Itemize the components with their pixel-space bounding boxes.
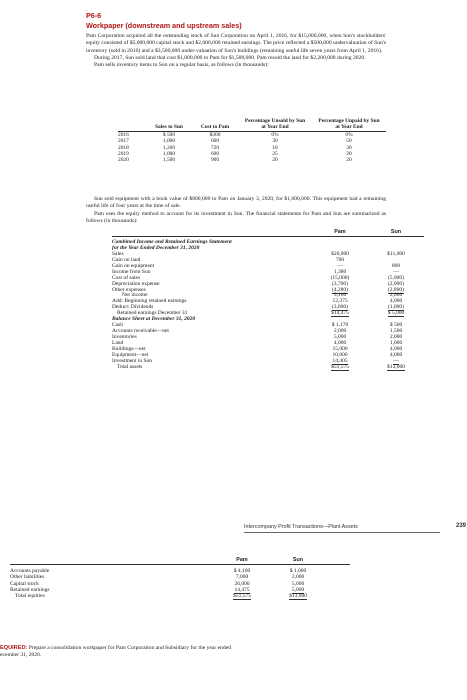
bottom-row-label: Other liabilities	[10, 574, 45, 581]
required-statement	[0, 645, 231, 660]
fin-row-label: Other expenses	[112, 286, 146, 293]
sales-cell: 2018	[118, 144, 129, 151]
sales-cell: 2019	[118, 150, 129, 157]
sales-cell: $ 500	[162, 132, 176, 138]
sales-cell: 1,000	[162, 138, 176, 145]
sales-row	[118, 157, 386, 163]
fin-row-label: Equipment—net	[112, 351, 149, 358]
sales-cell: 600	[210, 138, 220, 145]
fin-value-sun: $ 5,000	[387, 310, 405, 317]
page-number: 239	[455, 523, 466, 529]
sales-cell: 2016	[118, 132, 129, 138]
fin-header-row	[112, 228, 424, 237]
problem-title: Workpaper (downstream and upstream sales)	[86, 21, 242, 30]
fin-value-sun: $13,000	[387, 363, 405, 370]
bottom-row-label: Total equities	[15, 593, 45, 600]
fin-value-pam: (15,000)	[330, 274, 350, 281]
fin-value-sun: —	[393, 357, 399, 364]
bottom-value-pam: 26,000	[234, 580, 250, 587]
fin-row-label: Net income	[122, 292, 148, 299]
fin-value-sun: 2,000	[389, 292, 403, 299]
intro-paragraph-1: Pam Corporation acquired all the outstanding stock of Sun Corporation on April 1, 2016, for $15,000,000, when Sun's stockholders' equity consisted of $5,000,000 capital stock and $2,000,000 retained earnings. The price reflected a $500,000 undervaluation of Sun's inventory (sold in 2016) and a $3,500,000 under-valuation of Sun's buildings (remaining useful life seven years from April 1, 2016).	[86, 33, 386, 54]
bottom-value-pam: 7,000	[235, 574, 249, 581]
fin-value-sun: (5,000)	[387, 274, 405, 281]
intro-paragraph-3: Pam sells inventory items to Sun on a regular basis, as follows (in thousands):	[94, 62, 269, 69]
bottom-value-pam: 14,475	[234, 586, 250, 593]
middle-text	[86, 196, 386, 225]
bottom-value-sun: 5,000	[291, 586, 305, 593]
fin-row-label: Cost of sales	[112, 274, 141, 281]
fin-value-pam: 700	[335, 256, 345, 263]
fin-row-label: Income from Sun	[112, 268, 151, 275]
bottom-row-label: Retained earnings	[10, 586, 50, 593]
fin-row	[112, 364, 424, 370]
bottom-value-pam: $ 4,100	[233, 568, 251, 574]
fin-value-sun: —	[393, 268, 399, 275]
sales-header-cost: Cost to Pam	[192, 118, 238, 132]
fin-row-label: Inventories	[112, 334, 137, 340]
fin-value-pam: 5,100	[333, 292, 347, 299]
sales-cell: 1,000	[162, 150, 176, 157]
sales-cell: 1,500	[162, 157, 176, 164]
sales-cell: 30	[272, 138, 278, 145]
fin-row-label: Buildings—net	[112, 345, 146, 352]
fin-value-sun: 4,000	[389, 298, 403, 305]
fin-value-sun: $ 500	[389, 322, 403, 329]
fin-row-label: Land	[112, 339, 124, 346]
sales-cell: 0%	[345, 132, 353, 138]
required-text-2: ecember 31, 2020.	[0, 652, 42, 659]
fin-value-pam: 10,000	[332, 351, 348, 358]
fin-value-pam: 2,000	[333, 328, 347, 335]
fin-row-label: Cash	[112, 322, 123, 329]
fin-value-pam: (3,000)	[331, 304, 349, 311]
sales-cell: 2017	[118, 138, 129, 145]
fin-value-pam: 4,000	[333, 339, 347, 346]
fin-value-sun: $11,000	[387, 250, 405, 257]
fin-row-label: Depreciation expense	[112, 280, 160, 287]
fin-row-label: Accounts receivable—net	[112, 328, 169, 335]
fin-value-sun: 1,500	[389, 328, 403, 335]
intro-paragraph-2: During 2017, Sun sold land that cost $1,000,000 to Pam for $1,500,000. Pam resold the land for $2,200,000 during 2020.	[94, 54, 366, 61]
fin-row-label: Deduct: Dividends	[112, 304, 154, 311]
intercompany-sales-table	[118, 118, 386, 163]
fin-row-label: Gain on equipment	[112, 262, 155, 269]
bottom-row-label: Accounts payable	[10, 568, 50, 574]
fin-row-label: Total assets	[117, 363, 143, 370]
fin-value-pam: $14,475	[331, 310, 349, 317]
bottom-value-pam: $51,575	[233, 593, 251, 600]
sales-header-sales: Sales to Sun	[146, 118, 192, 132]
bottom-row	[10, 593, 350, 599]
fin-value-sun: (1,000)	[387, 304, 405, 311]
bottom-row-label: Capital stock	[10, 580, 39, 587]
fin-row-label: Balance Sheet at December 31, 2020	[112, 316, 196, 323]
fin-value-pam: 14,405	[332, 357, 348, 364]
equities-header-sun: Sun	[292, 557, 304, 563]
sales-header-unsold: Percentage Unsold by Sun at Year End	[238, 118, 312, 132]
sales-cell: 600	[210, 150, 220, 157]
fin-value-sun: 2,000	[389, 334, 403, 340]
fin-row-label: Gain on land	[112, 256, 141, 263]
sales-cell: 25	[272, 150, 278, 157]
problem-code: P6-6	[86, 11, 102, 20]
fin-row-label: Combined Income and Retained Earnings Statement	[112, 239, 232, 245]
fin-value-pam: $26,000	[331, 250, 349, 257]
fin-value-pam: 15,000	[332, 345, 348, 352]
fin-value-sun: 4,000	[389, 345, 403, 352]
fin-value-pam: 5,000	[333, 334, 347, 340]
fin-value-pam: $ 1,170	[331, 322, 349, 329]
running-footer	[244, 523, 466, 533]
sales-cell: 720	[210, 144, 220, 151]
sales-cell: 18	[272, 144, 278, 151]
sales-cell: 50	[346, 138, 352, 145]
bottom-value-sun: 2,000	[291, 574, 305, 581]
fin-row-label: Sales	[112, 250, 124, 257]
sales-cell: 20	[346, 157, 352, 164]
fin-value-pam: 12,375	[332, 298, 348, 305]
fin-row-label: Add: Beginning retained earnings	[112, 298, 187, 305]
sales-header-year	[118, 118, 146, 132]
sales-cell: 30	[346, 144, 352, 151]
fin-row-label: for the Year Ended December 31, 2020	[112, 244, 200, 251]
problem-header	[86, 11, 386, 69]
financial-statements	[112, 228, 424, 370]
middle-paragraph-2: Pam uses the equity method to account for its investment in Sun. The financial statements for Pam and Sun are summarized as follows (in thousands):	[86, 210, 386, 224]
middle-paragraph-1: Sun sold equipment with a book value of $800,000 to Pam on January 3, 2020, for $1,600,000. This equipment had a remaining useful life of four years at the time of sale.	[86, 196, 386, 210]
fin-row-label: Retained earnings December 31	[117, 310, 188, 317]
sales-row	[118, 132, 386, 139]
sales-cell: 900	[210, 157, 220, 164]
sales-header-unpaid: Percentage Unpaid by Sun at Year End	[312, 118, 386, 132]
fin-value-pam: (4,280)	[331, 286, 349, 293]
bottom-value-sun: $13,000	[289, 593, 307, 600]
equities-header-row	[10, 555, 350, 565]
sales-cell: 2020	[118, 157, 129, 164]
fin-header-sun: Sun	[390, 229, 402, 235]
fin-value-sun: 800	[391, 262, 401, 269]
required-label: EQUIRED:	[0, 645, 28, 651]
fin-value-pam: 1,380	[333, 268, 347, 275]
required-text: Prepare a consolidation workpaper for Pam Corporation and Subsidiary for the year ended	[27, 645, 232, 651]
sales-cell: 1,200	[162, 144, 176, 151]
sales-cell: $300	[209, 132, 221, 138]
equities-header-pam: Pam	[236, 557, 248, 563]
bottom-value-sun: 5,000	[291, 580, 305, 587]
fin-value-sun: 4,000	[389, 351, 403, 358]
running-footer-title: Intercompany Profit Transactions—Plant Assets	[244, 524, 358, 530]
fin-value-sun: 1,000	[389, 339, 403, 346]
fin-header-pam: Pam	[334, 229, 346, 235]
fin-value-pam: $51,575	[331, 363, 349, 370]
fin-value-sun: (2,800)	[387, 286, 405, 293]
sales-cell: 0%	[271, 132, 279, 138]
bottom-value-sun: $ 1,000	[289, 568, 307, 574]
fin-value-pam: —	[337, 262, 343, 269]
equities-table	[10, 555, 350, 599]
fin-row-label: Investment in Sun	[112, 357, 153, 364]
fin-value-sun: (2,000)	[387, 280, 405, 287]
fin-value-pam: (3,700)	[331, 280, 349, 287]
sales-cell: 20	[346, 150, 352, 157]
sales-cell: 20	[272, 157, 278, 164]
